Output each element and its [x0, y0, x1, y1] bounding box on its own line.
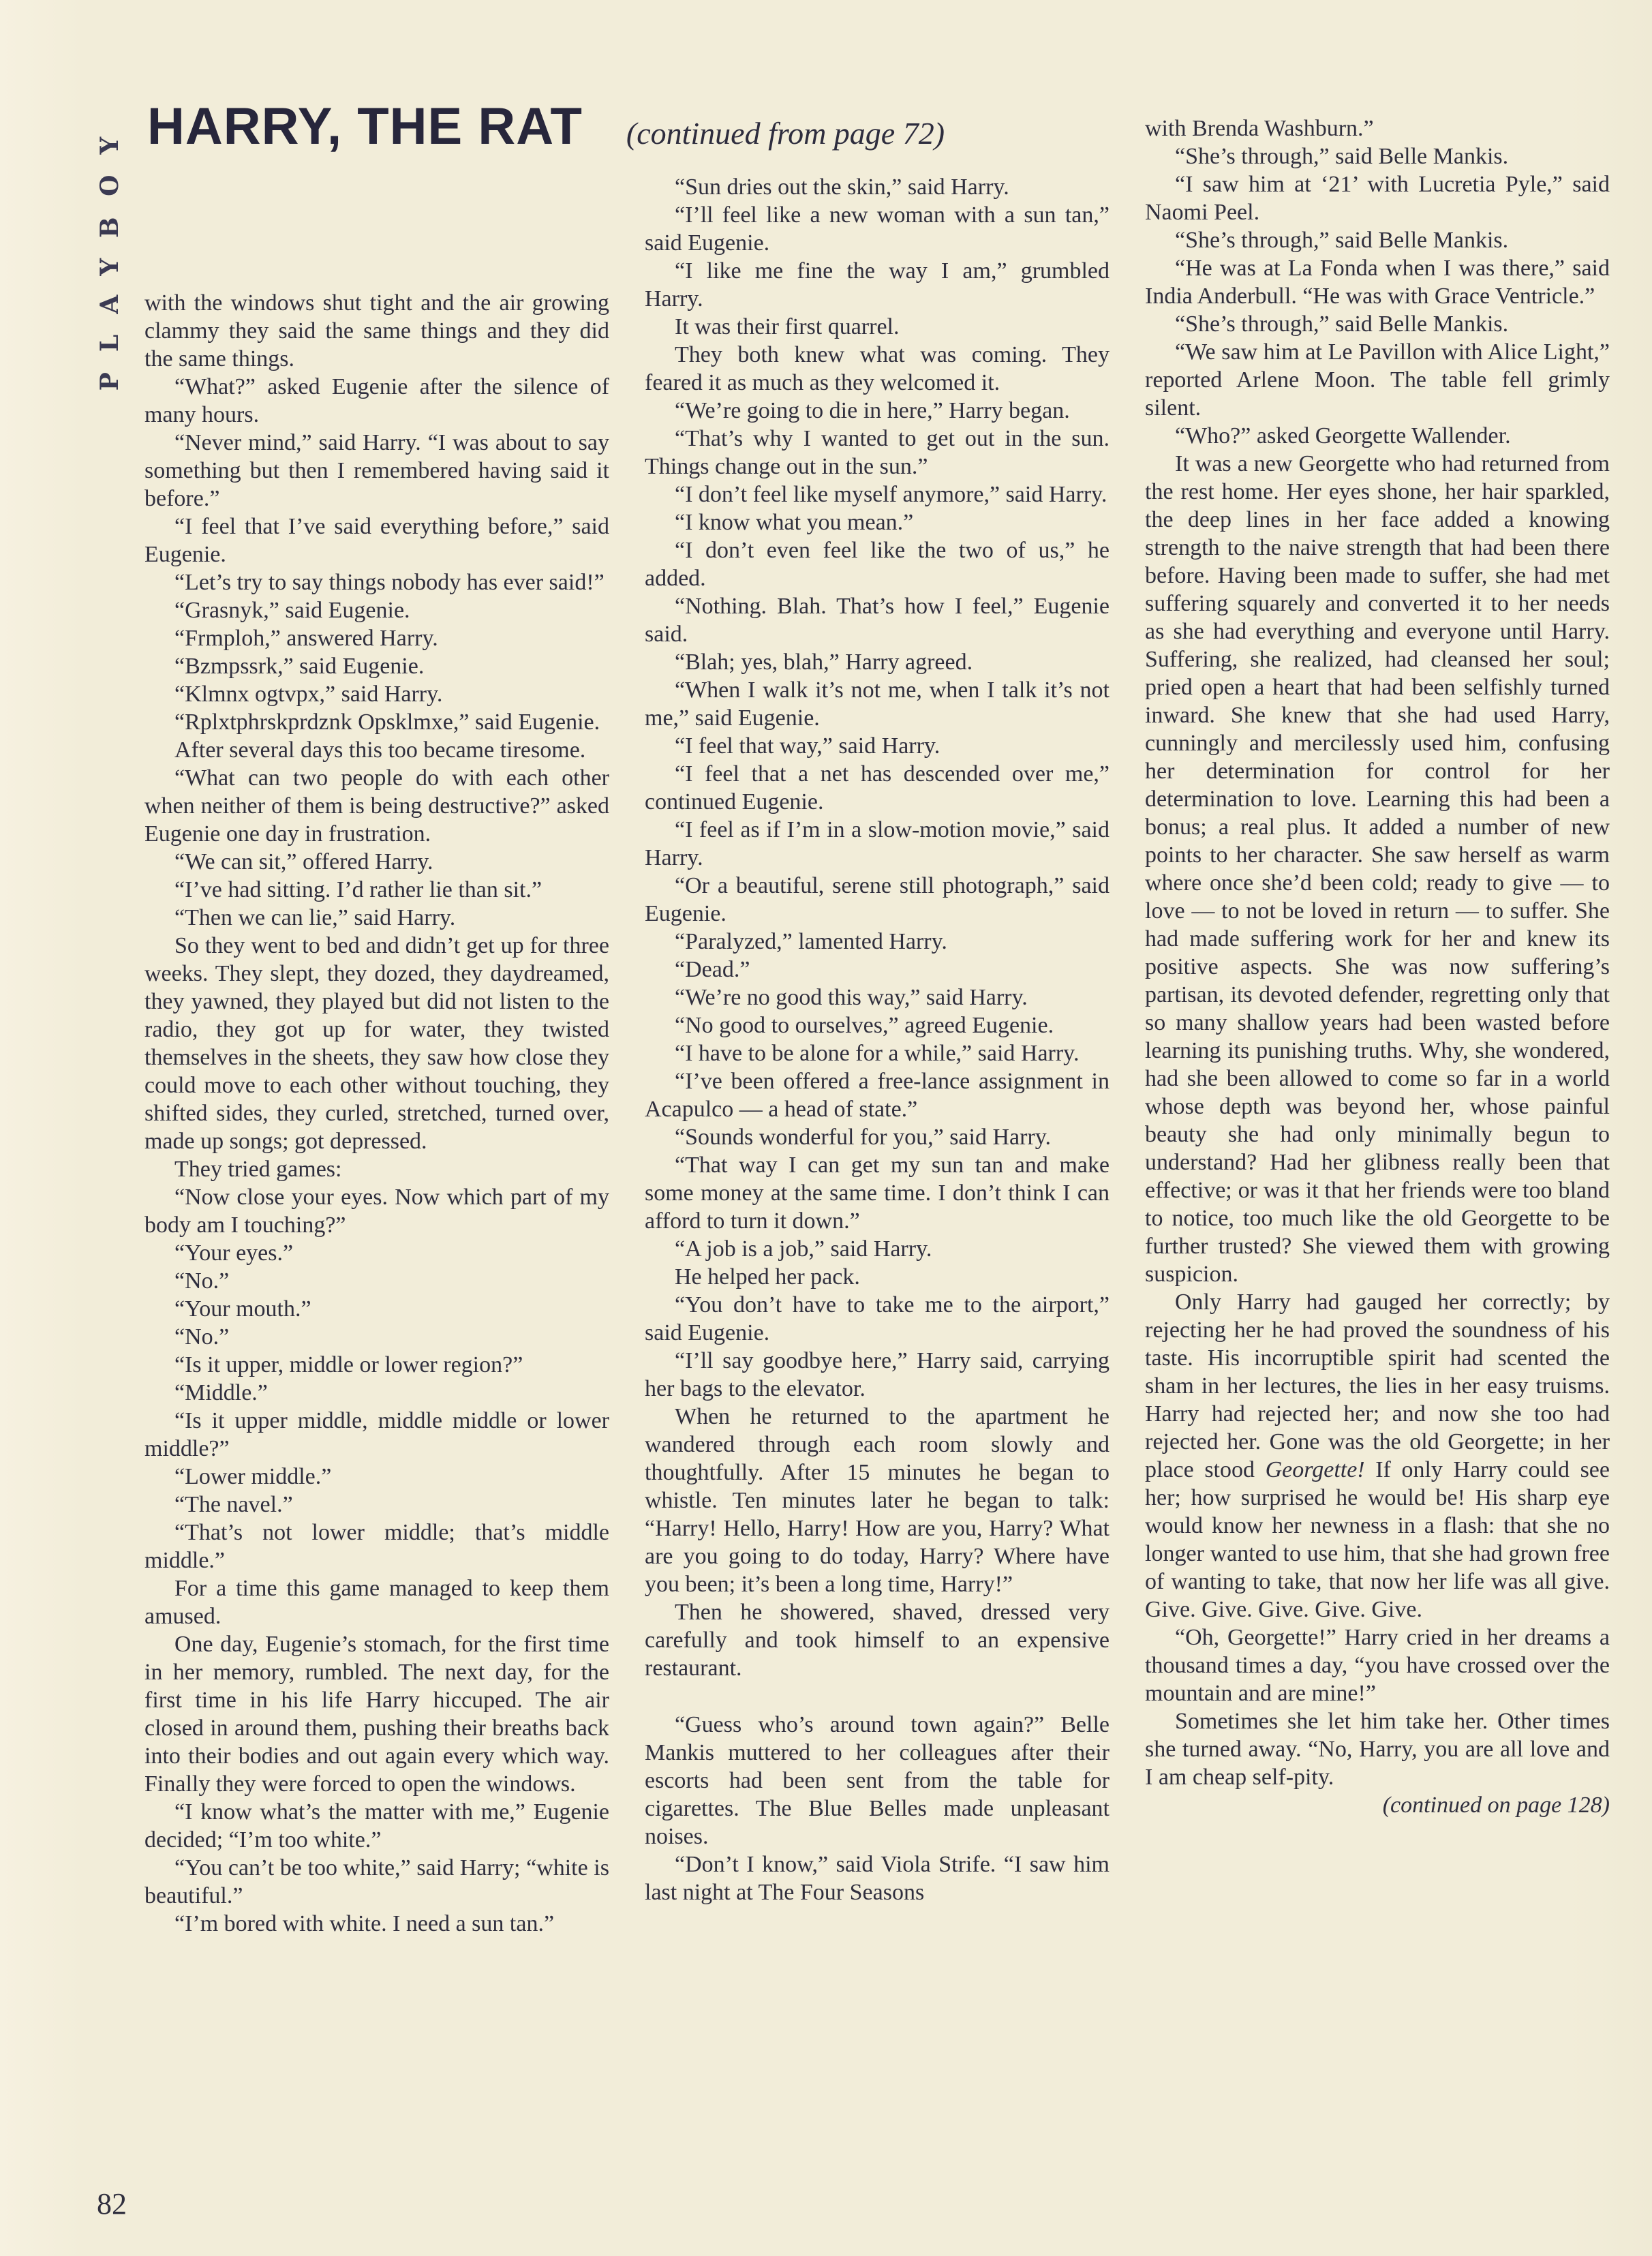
continued-from-note: (continued from page 72): [626, 116, 945, 151]
paragraph: It was their first quarrel.: [675, 314, 900, 339]
text-segment: Only Harry had gauged her correctly; by rejecting her he had proved the soundness of his taste. His incorruptible spirit had scented the sham in her lectures, the lies in her easy truisms. Harry had rejected her; and now she too had rejected her. Gone was the old Georgette; in her place stood: [1145, 1290, 1610, 1482]
text-column-2: [645, 173, 1110, 1906]
italic-text: Georgette!: [1265, 1457, 1365, 1482]
paragraph: “When I walk it’s not me, when I talk it’s not me,” said Eugenie.: [645, 677, 1110, 731]
paragraph: “We saw him at Le Pavillon with Alice Light,” reported Arlene Moon. The table fell grimly silent.: [1145, 339, 1610, 421]
paragraph: “Your eyes.”: [174, 1240, 294, 1266]
paragraph: “That way I can get my sun tan and make some money at the same time. I don’t think I can afford to turn it down.”: [645, 1153, 1110, 1234]
paragraph: “That’s not lower middle; that’s middle middle.”: [144, 1520, 609, 1573]
paragraph: “I’ll say goodbye here,” Harry said, carrying her bags to the elevator.: [645, 1348, 1110, 1401]
paragraph: He helped her pack.: [675, 1264, 860, 1290]
article-title: HARRY, THE RAT: [147, 97, 583, 155]
paragraph: “We can sit,” offered Harry.: [174, 849, 433, 874]
paragraph: “Who?” asked Georgette Wallender.: [1175, 423, 1511, 448]
paragraph: “Sounds wonderful for you,” said Harry.: [675, 1125, 1052, 1150]
paragraph: “The navel.”: [174, 1492, 293, 1517]
paragraph: “Never mind,” said Harry. “I was about to say something but then I remembered having said it before.”: [144, 430, 609, 511]
paragraph: “Frmploh,” answered Harry.: [174, 626, 438, 651]
paragraph: “I feel that I’ve said everything before,” said Eugenie.: [144, 514, 609, 567]
paragraph: “I saw him at ‘21’ with Lucretia Pyle,” said Naomi Peel.: [1145, 172, 1610, 225]
paragraph: “I feel that way,” said Harry.: [675, 733, 940, 759]
paragraph: “Guess who’s around town again?” Belle Mankis muttered to her colleagues after their escorts had been sent from the table for cigarettes. The Blue Belles made unpleasant noises.: [645, 1712, 1110, 1849]
paragraph: “Paralyzed,” lamented Harry.: [675, 929, 947, 954]
text-segment: If only Harry could see her; how surprised he would be! His sharp eye would know her newness in a flash: that she no longer wanted to use him, that she had grown free of wanting to take, that now her life was all give. Give. Give. Give. Give. Give.: [1145, 1457, 1610, 1622]
paragraph: “Grasnyk,” said Eugenie.: [174, 598, 410, 623]
paragraph: “You can’t be too white,” said Harry; “white is beautiful.”: [144, 1855, 609, 1908]
paragraph: “Dead.”: [675, 957, 750, 982]
paragraph: “I know what’s the matter with me,” Eugenie decided; “I’m too white.”: [144, 1799, 609, 1853]
paragraph: “I have to be alone for a while,” said Harry.: [675, 1041, 1080, 1066]
paragraph: “Then we can lie,” said Harry.: [174, 905, 456, 930]
paragraph: They both knew what was coming. They feared it as much as they welcomed it.: [645, 342, 1110, 395]
paragraph: “Or a beautiful, serene still photograph,” said Eugenie.: [645, 873, 1110, 926]
paragraph: “Nothing. Blah. That’s how I feel,” Eugenie said.: [645, 594, 1110, 647]
paragraph: “I feel that a net has descended over me,” continued Eugenie.: [645, 761, 1110, 814]
paragraph: When he returned to the apartment he wandered through each room slowly and thoughtfully. After 15 minutes he began to whistle. Ten minutes later he began to talk: “Harry! Hello, Harry! How are you, Harry? What are you going to do today, Harry? Where have you been; it’s been a long time, Harry!”: [645, 1404, 1110, 1597]
paragraph: “Oh, Georgette!” Harry cried in her dreams a thousand times a day, “you have crossed over the mountain and are mine!”: [1145, 1625, 1610, 1706]
paragraph: “A job is a job,” said Harry.: [675, 1236, 932, 1262]
paragraph: After several days this too became tiresome.: [174, 737, 586, 763]
paragraph: “I’ll feel like a new woman with a sun tan,” said Eugenie.: [645, 202, 1110, 256]
text-column-1: [144, 289, 609, 1938]
paragraph: “He was at La Fonda when I was there,” said India Anderbull. “He was with Grace Ventricle.”: [1145, 256, 1610, 309]
masthead: [147, 97, 945, 155]
paragraph: “Sun dries out the skin,” said Harry.: [675, 174, 1009, 200]
paragraph: It was a new Georgette who had returned from the rest home. Her eyes shone, her hair sparkled, the deep lines in her face added a knowing strength to the naive strength that had been there before. Having been made to suffer, she had met suffering squarely and converted it to her needs as she had everything and everyone until Harry. Suffering, she realized, had cleansed her soul; pried open a heart that had been selfishly turned inward. She knew that she had used Harry, cunningly and mercilessly used him, confusing her determination for control for her determination to love. Learning this had been a bonus; a real plus. It added a number of new points to her character. She saw herself as warm where once she’d been cold; ready to give — to love — to not be loved in return — to suffer. She had made suffering work for her and knew its positive aspects. She was now suffering’s partisan, its devoted defender, regretting only that so many shallow years had been wasted before learning its punishing truths. Why, she wondered, had she been allowed to come so far in a world whose depth was beyond her, whose painful beauty she had only minimally begun to understand? Had her glibness really been that effective; or was it that her friends were too bland to notice, too much like the old Georgette to be further trusted? She viewed them with growing suspicion.: [1145, 451, 1610, 1287]
playboy-spine-text: PLAYBOY: [95, 116, 124, 391]
paragraph: “Blah; yes, blah,” Harry agreed.: [675, 650, 973, 675]
paragraph: “Klmnx ogtvpx,” said Harry.: [174, 682, 443, 707]
paragraph: “She’s through,” said Belle Mankis.: [1175, 144, 1509, 169]
paragraph: “Now close your eyes. Now which part of my body am I touching?”: [144, 1185, 609, 1238]
paragraph: “Middle.”: [174, 1380, 268, 1405]
paragraph: “Don’t I know,” said Viola Strife. “I saw him last night at The Four Seasons: [645, 1852, 1110, 1905]
paragraph: “No good to ourselves,” agreed Eugenie.: [675, 1013, 1054, 1038]
paragraph: “We’re no good this way,” said Harry.: [675, 985, 1028, 1010]
paragraph: “I’ve been offered a free-lance assignment in Acapulco — a head of state.”: [645, 1069, 1110, 1122]
paragraph: “Is it upper middle, middle middle or lower middle?”: [144, 1408, 609, 1461]
paragraph: “I don’t feel like myself anymore,” said Harry.: [675, 482, 1107, 507]
paragraph: “We’re going to die in here,” Harry began.: [675, 398, 1070, 423]
paragraph: “She’s through,” said Belle Mankis.: [1175, 228, 1509, 253]
paragraph: They tried games:: [174, 1157, 342, 1182]
paragraph: “Let’s try to say things nobody has ever said!”: [174, 570, 605, 595]
paragraph: “I feel as if I’m in a slow-motion movie,” said Harry.: [645, 817, 1110, 870]
paragraph: “I’ve had sitting. I’d rather lie than sit.”: [174, 877, 542, 902]
paragraph: Then he showered, shaved, dressed very carefully and took himself to an expensive restaurant.: [645, 1600, 1110, 1681]
paragraph: “Your mouth.”: [174, 1296, 311, 1322]
paragraph: So they went to bed and didn’t get up for three weeks. They slept, they dozed, they daydreamed, they yawned, they played but did not listen to the radio, they got up for water, they twisted themselves in the sheets, they saw how close they could move to each other without touching, they shifted sides, they curled, stretched, turned over, made up songs; got depressed.: [144, 933, 609, 1154]
paragraph: “You don’t have to take me to the airport,” said Eugenie.: [645, 1292, 1110, 1345]
paragraph: “She’s through,” said Belle Mankis.: [1175, 311, 1509, 337]
paragraph: “Bzmpssrk,” said Eugenie.: [174, 654, 425, 679]
paragraph: “What can two people do with each other when neither of them is being destructive?” asked Eugenie one day in frustration.: [144, 765, 609, 847]
paragraph: “I know what you mean.”: [675, 510, 914, 535]
paragraph: “Is it upper, middle or lower region?”: [174, 1352, 523, 1377]
paragraph: “I’m bored with white. I need a sun tan.”: [174, 1911, 555, 1936]
paragraph: “I don’t even feel like the two of us,” he added.: [645, 538, 1110, 591]
paragraph: [1145, 1288, 1610, 1624]
paragraph: “What?” asked Eugenie after the silence of many hours.: [144, 374, 609, 427]
text-column-3: [1145, 115, 1610, 1819]
paragraph: with Brenda Washburn.”: [1145, 116, 1374, 141]
paragraph: Sometimes she let him take her. Other times she turned away. “No, Harry, you are all love and I am cheap self-pity.: [1145, 1709, 1610, 1790]
paragraph: with the windows shut tight and the air growing clammy they said the same things and they did the same things.: [144, 290, 609, 371]
paragraph: “That’s why I wanted to get out in the sun. Things change out in the sun.”: [645, 426, 1110, 479]
paragraph: For a time this game managed to keep them amused.: [144, 1576, 609, 1629]
paragraph: (continued on page 128): [1382, 1793, 1610, 1818]
paragraph: “Lower middle.”: [174, 1464, 332, 1489]
paragraph: “I like me fine the way I am,” grumbled Harry.: [645, 258, 1110, 311]
paragraph: “No.”: [174, 1324, 230, 1350]
paragraph: “No.”: [174, 1268, 230, 1294]
paragraph: One day, Eugenie’s stomach, for the first time in her memory, rumbled. The next day, for the first time in his life Harry hiccuped. The air closed in around them, pushing their breaths back into their bodies and out again every which way. Finally they were forced to open the windows.: [144, 1632, 609, 1797]
paragraph: “Rplxtphrskprdznk Opsklmxe,” said Eugenie.: [174, 710, 600, 735]
page-number: 82: [97, 2187, 127, 2221]
